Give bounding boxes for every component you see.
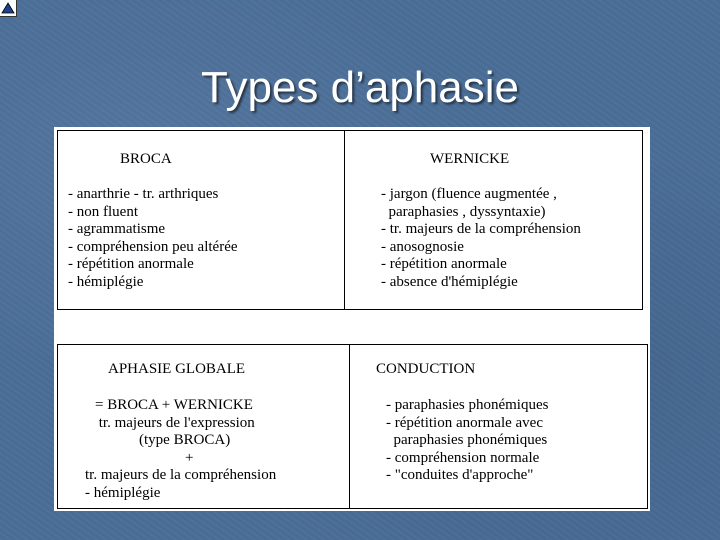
heading-conduction: CONDUCTION	[376, 361, 476, 377]
list-aphasie-globale	[85, 397, 317, 503]
list-item: - jargon (fluence augmentée ,	[381, 186, 557, 202]
aphasia-table-image	[54, 127, 650, 511]
list-item: paraphasies , dyssyntaxie)	[381, 203, 546, 220]
list-item: - anarthrie - tr. arthriques	[68, 186, 219, 202]
list-item: - tr. majeurs de la compréhension	[381, 221, 581, 238]
list-item: - hémiplégie	[68, 273, 144, 290]
list-item: - répétition anormale	[68, 256, 194, 273]
list-item: (type BROCA)	[139, 432, 231, 449]
list-item: paraphasies phonémiques	[386, 432, 548, 449]
list-item: - compréhension peu altérée	[68, 238, 238, 255]
cell-wernicke	[345, 131, 642, 309]
list-broca	[68, 186, 238, 292]
heading-aphasie-globale: APHASIE GLOBALE	[108, 361, 246, 377]
list-item: - hémiplégie	[85, 484, 161, 501]
list-item: - absence d'hémiplégie	[381, 273, 518, 290]
triangle-up-icon[interactable]	[0, 0, 17, 17]
list-item: - compréhension normale	[386, 449, 540, 466]
list-conduction	[386, 397, 548, 485]
list-item: - répétition anormale avec	[386, 414, 544, 431]
list-item: tr. majeurs de l'expression	[95, 414, 255, 431]
cell-aphasie-globale	[58, 345, 349, 508]
list-item: - paraphasies phonémiques	[386, 397, 549, 413]
list-item: - non fluent	[68, 203, 138, 220]
list-item: - anosognosie	[381, 238, 464, 255]
list-item: - "conduites d'approche"	[386, 467, 534, 484]
heading-wernicke: WERNICKE	[430, 151, 510, 167]
list-item: - agrammatisme	[68, 221, 166, 238]
heading-broca: BROCA	[120, 151, 172, 167]
list-wernicke	[381, 186, 581, 292]
table-bottom	[57, 344, 648, 509]
list-item: tr. majeurs de la compréhension	[85, 467, 277, 484]
cell-broca	[58, 131, 344, 309]
list-item: - répétition anormale	[381, 256, 507, 273]
list-item: = BROCA + WERNICKE	[95, 397, 253, 413]
list-item: +	[185, 449, 194, 466]
slide-title: Types d’aphasie	[201, 63, 519, 112]
cell-conduction	[350, 345, 647, 508]
table-top	[57, 130, 643, 310]
